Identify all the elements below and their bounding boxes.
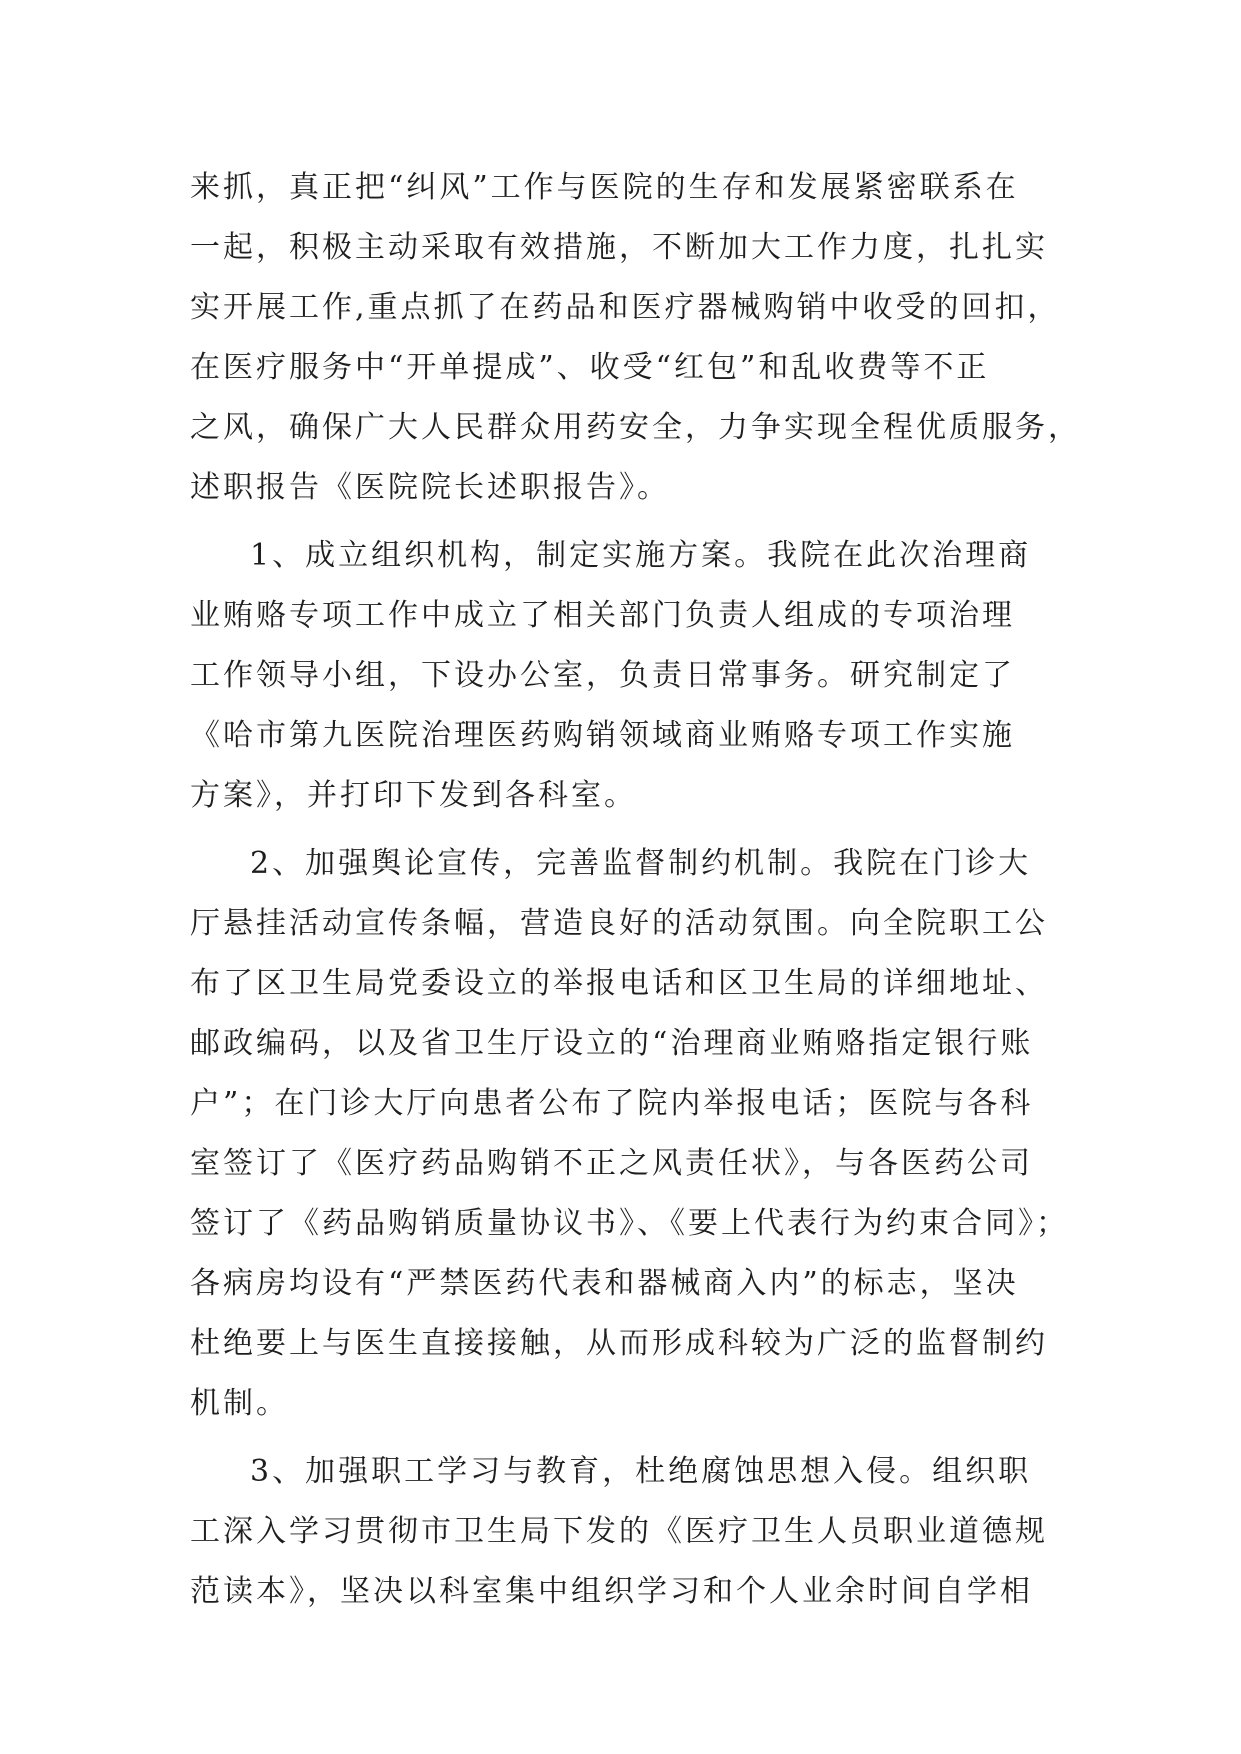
text-line: 2、加强舆论宣传，完善监督制约机制。我院在门诊大 bbox=[250, 846, 1032, 881]
document-page bbox=[190, 158, 1080, 1622]
text-line: 范读本》，坚决以科室集中组织学习和个人业余时间自学相 bbox=[190, 1574, 1033, 1609]
text-line: 方案》，并打印下发到各科室。 bbox=[190, 778, 637, 813]
text-line: 一起，积极主动采取有效措施，不断加大工作力度，扎扎实 bbox=[190, 230, 1048, 265]
paragraph-item-3 bbox=[190, 1442, 1080, 1622]
text-line: 3、加强职工学习与教育，杜绝腐蚀思想入侵。组织职 bbox=[250, 1454, 1032, 1489]
text-line: 各病房均设有“严禁医药代表和器械商入内”的标志，坚决 bbox=[190, 1266, 1019, 1301]
text-line: 实开展工作,重点抓了在药品和医疗器械购销中收受的回扣， bbox=[190, 290, 1061, 325]
text-line: 杜绝要上与医生直接接触，从而形成科较为广泛的监督制约 bbox=[190, 1326, 1048, 1361]
text-line: 在医疗服务中“开单提成”、收受“红包”和乱收费等不正 bbox=[190, 350, 990, 385]
text-line: 机制。 bbox=[190, 1386, 289, 1421]
text-line: 布了区卫生局党委设立的举报电话和区卫生局的详细地址、 bbox=[190, 966, 1048, 1001]
text-line: 邮政编码，以及省卫生厅设立的“治理商业贿赂指定银行账 bbox=[190, 1026, 1034, 1061]
text-line: 述职报告《医院院长述职报告》。 bbox=[190, 470, 670, 505]
text-line: 业贿赂专项工作中成立了相关部门负责人组成的专项治理 bbox=[190, 598, 1015, 633]
text-line: 工深入学习贯彻市卫生局下发的《医疗卫生人员职业道德规 bbox=[190, 1514, 1048, 1549]
text-line: 室签订了《医疗药品购销不正之风责任状》，与各医药公司 bbox=[190, 1146, 1033, 1181]
paragraph-intro bbox=[190, 158, 1080, 518]
paragraph-item-2 bbox=[190, 834, 1080, 1434]
text-line: 签订了《药品购销质量协议书》、《要上代表行为约束合同》； bbox=[190, 1206, 1069, 1241]
text-line: 来抓，真正把“纠风”工作与医院的生存和发展紧密联系在 bbox=[190, 170, 1019, 205]
text-line: 户”；在门诊大厅向患者公布了院内举报电话；医院与各科 bbox=[190, 1086, 1034, 1121]
text-line: 厅悬挂活动宣传条幅，营造良好的活动氛围。向全院职工公 bbox=[190, 906, 1048, 941]
text-line: 《哈市第九医院治理医药购销领域商业贿赂专项工作实施 bbox=[190, 718, 1015, 753]
paragraph-item-1 bbox=[190, 526, 1080, 826]
text-line: 1、成立组织机构，制定实施方案。我院在此次治理商 bbox=[250, 538, 1032, 573]
text-line: 工作领导小组，下设办公室，负责日常事务。研究制定了 bbox=[190, 658, 1015, 693]
text-line: 之风，确保广大人民群众用药安全，力争实现全程优质服务， bbox=[190, 410, 1081, 445]
